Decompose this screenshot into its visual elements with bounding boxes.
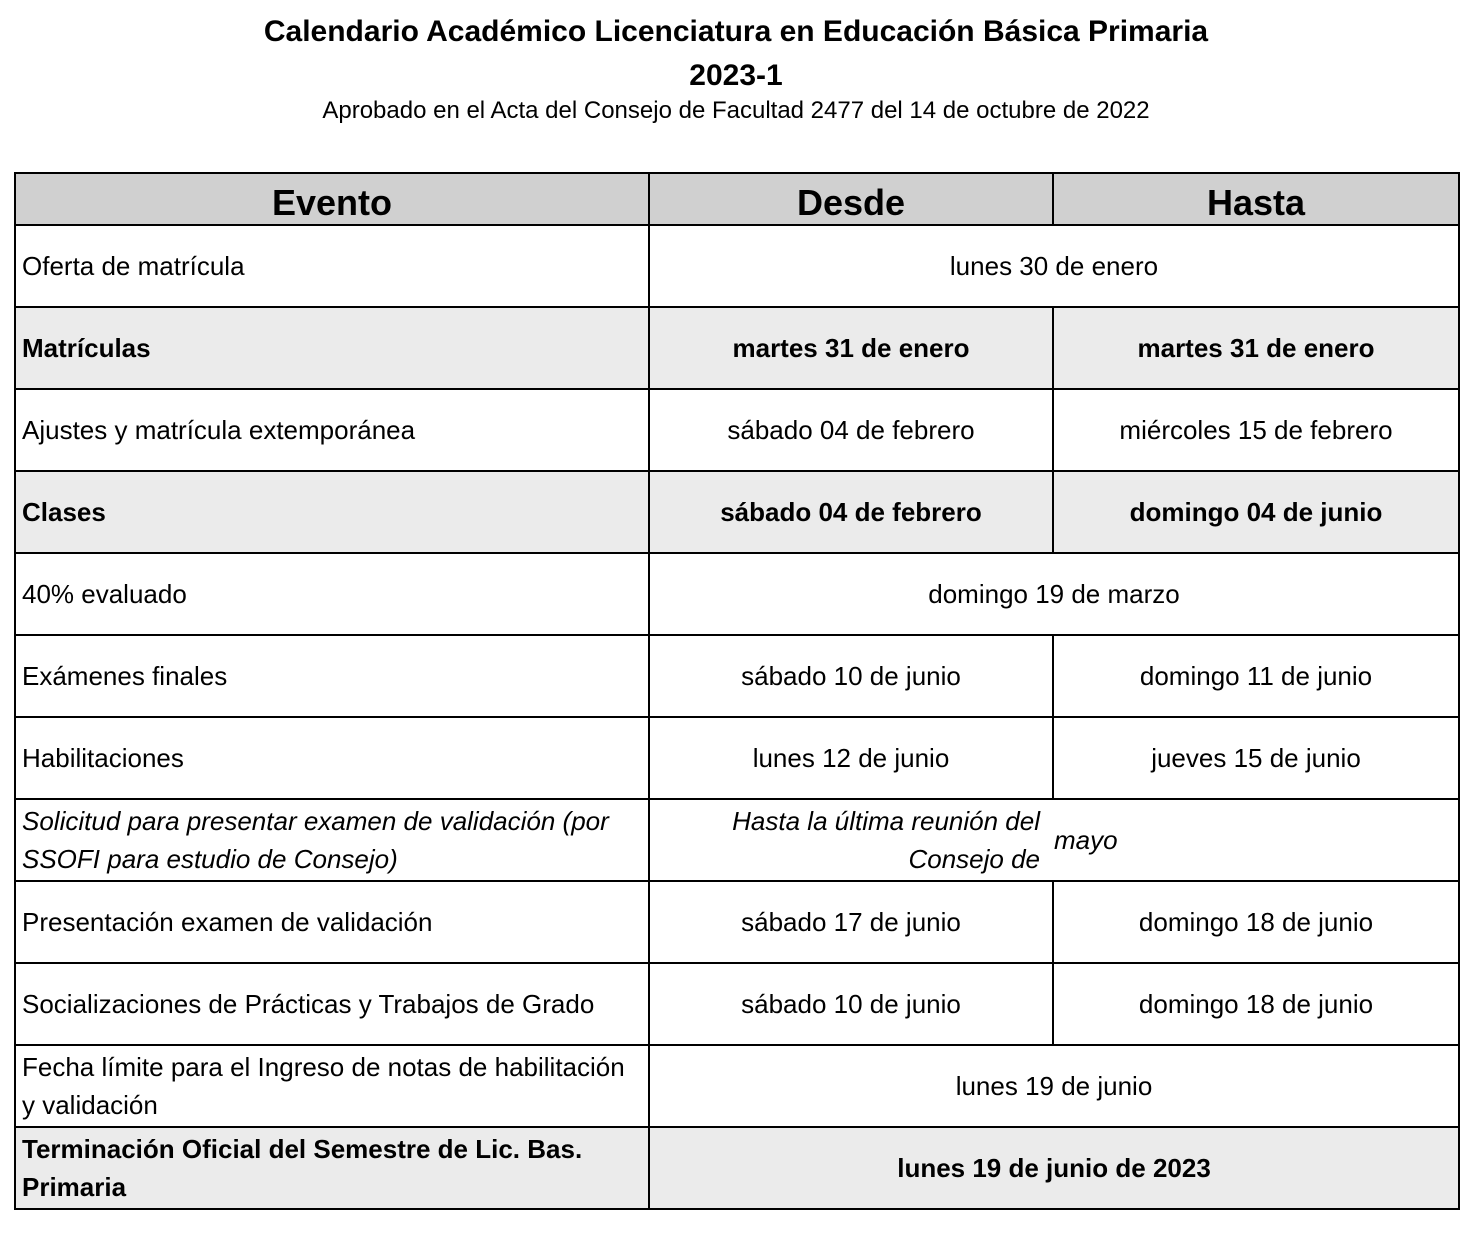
table-row (15, 389, 1459, 471)
calendar-table (14, 172, 1460, 1210)
hasta-cell: domingo 11 de junio (1053, 635, 1459, 717)
table-row (15, 881, 1459, 963)
desde-cell: martes 31 de enero (649, 307, 1053, 389)
desde-cell: sábado 10 de junio (649, 635, 1053, 717)
date-cell-merged: lunes 19 de junio de 2023 (649, 1127, 1459, 1209)
desde-cell: lunes 12 de junio (649, 717, 1053, 799)
table-row (15, 307, 1459, 389)
table-row (15, 471, 1459, 553)
table-row (15, 225, 1459, 307)
date-cell-merged: lunes 19 de junio (649, 1045, 1459, 1127)
event-cell: Fecha límite para el Ingreso de notas de habilitación y validación (15, 1045, 649, 1127)
document-subtitle: Aprobado en el Acta del Consejo de Facultad 2477 del 14 de octubre de 2022 (322, 97, 1150, 124)
table-row (15, 799, 1459, 881)
column-header-evento: Evento (15, 173, 649, 225)
event-cell: Terminación Oficial del Semestre de Lic. Bas. Primaria (15, 1127, 649, 1209)
event-cell: Ajustes y matrícula extemporánea (15, 389, 649, 471)
date-cell-merged (649, 799, 1459, 881)
document-period: 2023-1 (689, 59, 783, 92)
hasta-cell: martes 31 de enero (1053, 307, 1459, 389)
event-cell: Habilitaciones (15, 717, 649, 799)
date-cell-merged: domingo 19 de marzo (649, 553, 1459, 635)
event-cell: Oferta de matrícula (15, 225, 649, 307)
table-row (15, 553, 1459, 635)
desde-cell: sábado 10 de junio (649, 963, 1053, 1045)
column-header-desde: Desde (649, 173, 1053, 225)
table-row (15, 635, 1459, 717)
event-cell: 40% evaluado (15, 553, 649, 635)
date-cell-merged: lunes 30 de enero (649, 225, 1459, 307)
hasta-cell: domingo 04 de junio (1053, 471, 1459, 553)
event-cell: Matrículas (15, 307, 649, 389)
hasta-cell: miércoles 15 de febrero (1053, 389, 1459, 471)
table-header-row (15, 173, 1459, 225)
document-title: Calendario Académico Licenciatura en Educación Básica Primaria (263, 15, 1209, 48)
column-header-hasta: Hasta (1053, 173, 1459, 225)
event-cell: Socializaciones de Prácticas y Trabajos de Grado (15, 963, 649, 1045)
event-cell: Presentación examen de validación (15, 881, 649, 963)
table-row (15, 963, 1459, 1045)
event-cell: Exámenes finales (15, 635, 649, 717)
hasta-text: mayo (1054, 825, 1118, 855)
desde-cell: sábado 04 de febrero (649, 389, 1053, 471)
table-row (15, 1045, 1459, 1127)
hasta-cell: jueves 15 de junio (1053, 717, 1459, 799)
desde-text: Hasta la última reunión del Consejo de (732, 806, 1040, 874)
hasta-cell: domingo 18 de junio (1053, 881, 1459, 963)
table-row (15, 1127, 1459, 1209)
desde-cell: sábado 17 de junio (649, 881, 1053, 963)
table-row (15, 717, 1459, 799)
desde-cell: sábado 04 de febrero (649, 471, 1053, 553)
hasta-cell: domingo 18 de junio (1053, 963, 1459, 1045)
event-cell: Solicitud para presentar examen de validación (por SSOFI para estudio de Consejo) (15, 799, 649, 881)
event-cell: Clases (15, 471, 649, 553)
